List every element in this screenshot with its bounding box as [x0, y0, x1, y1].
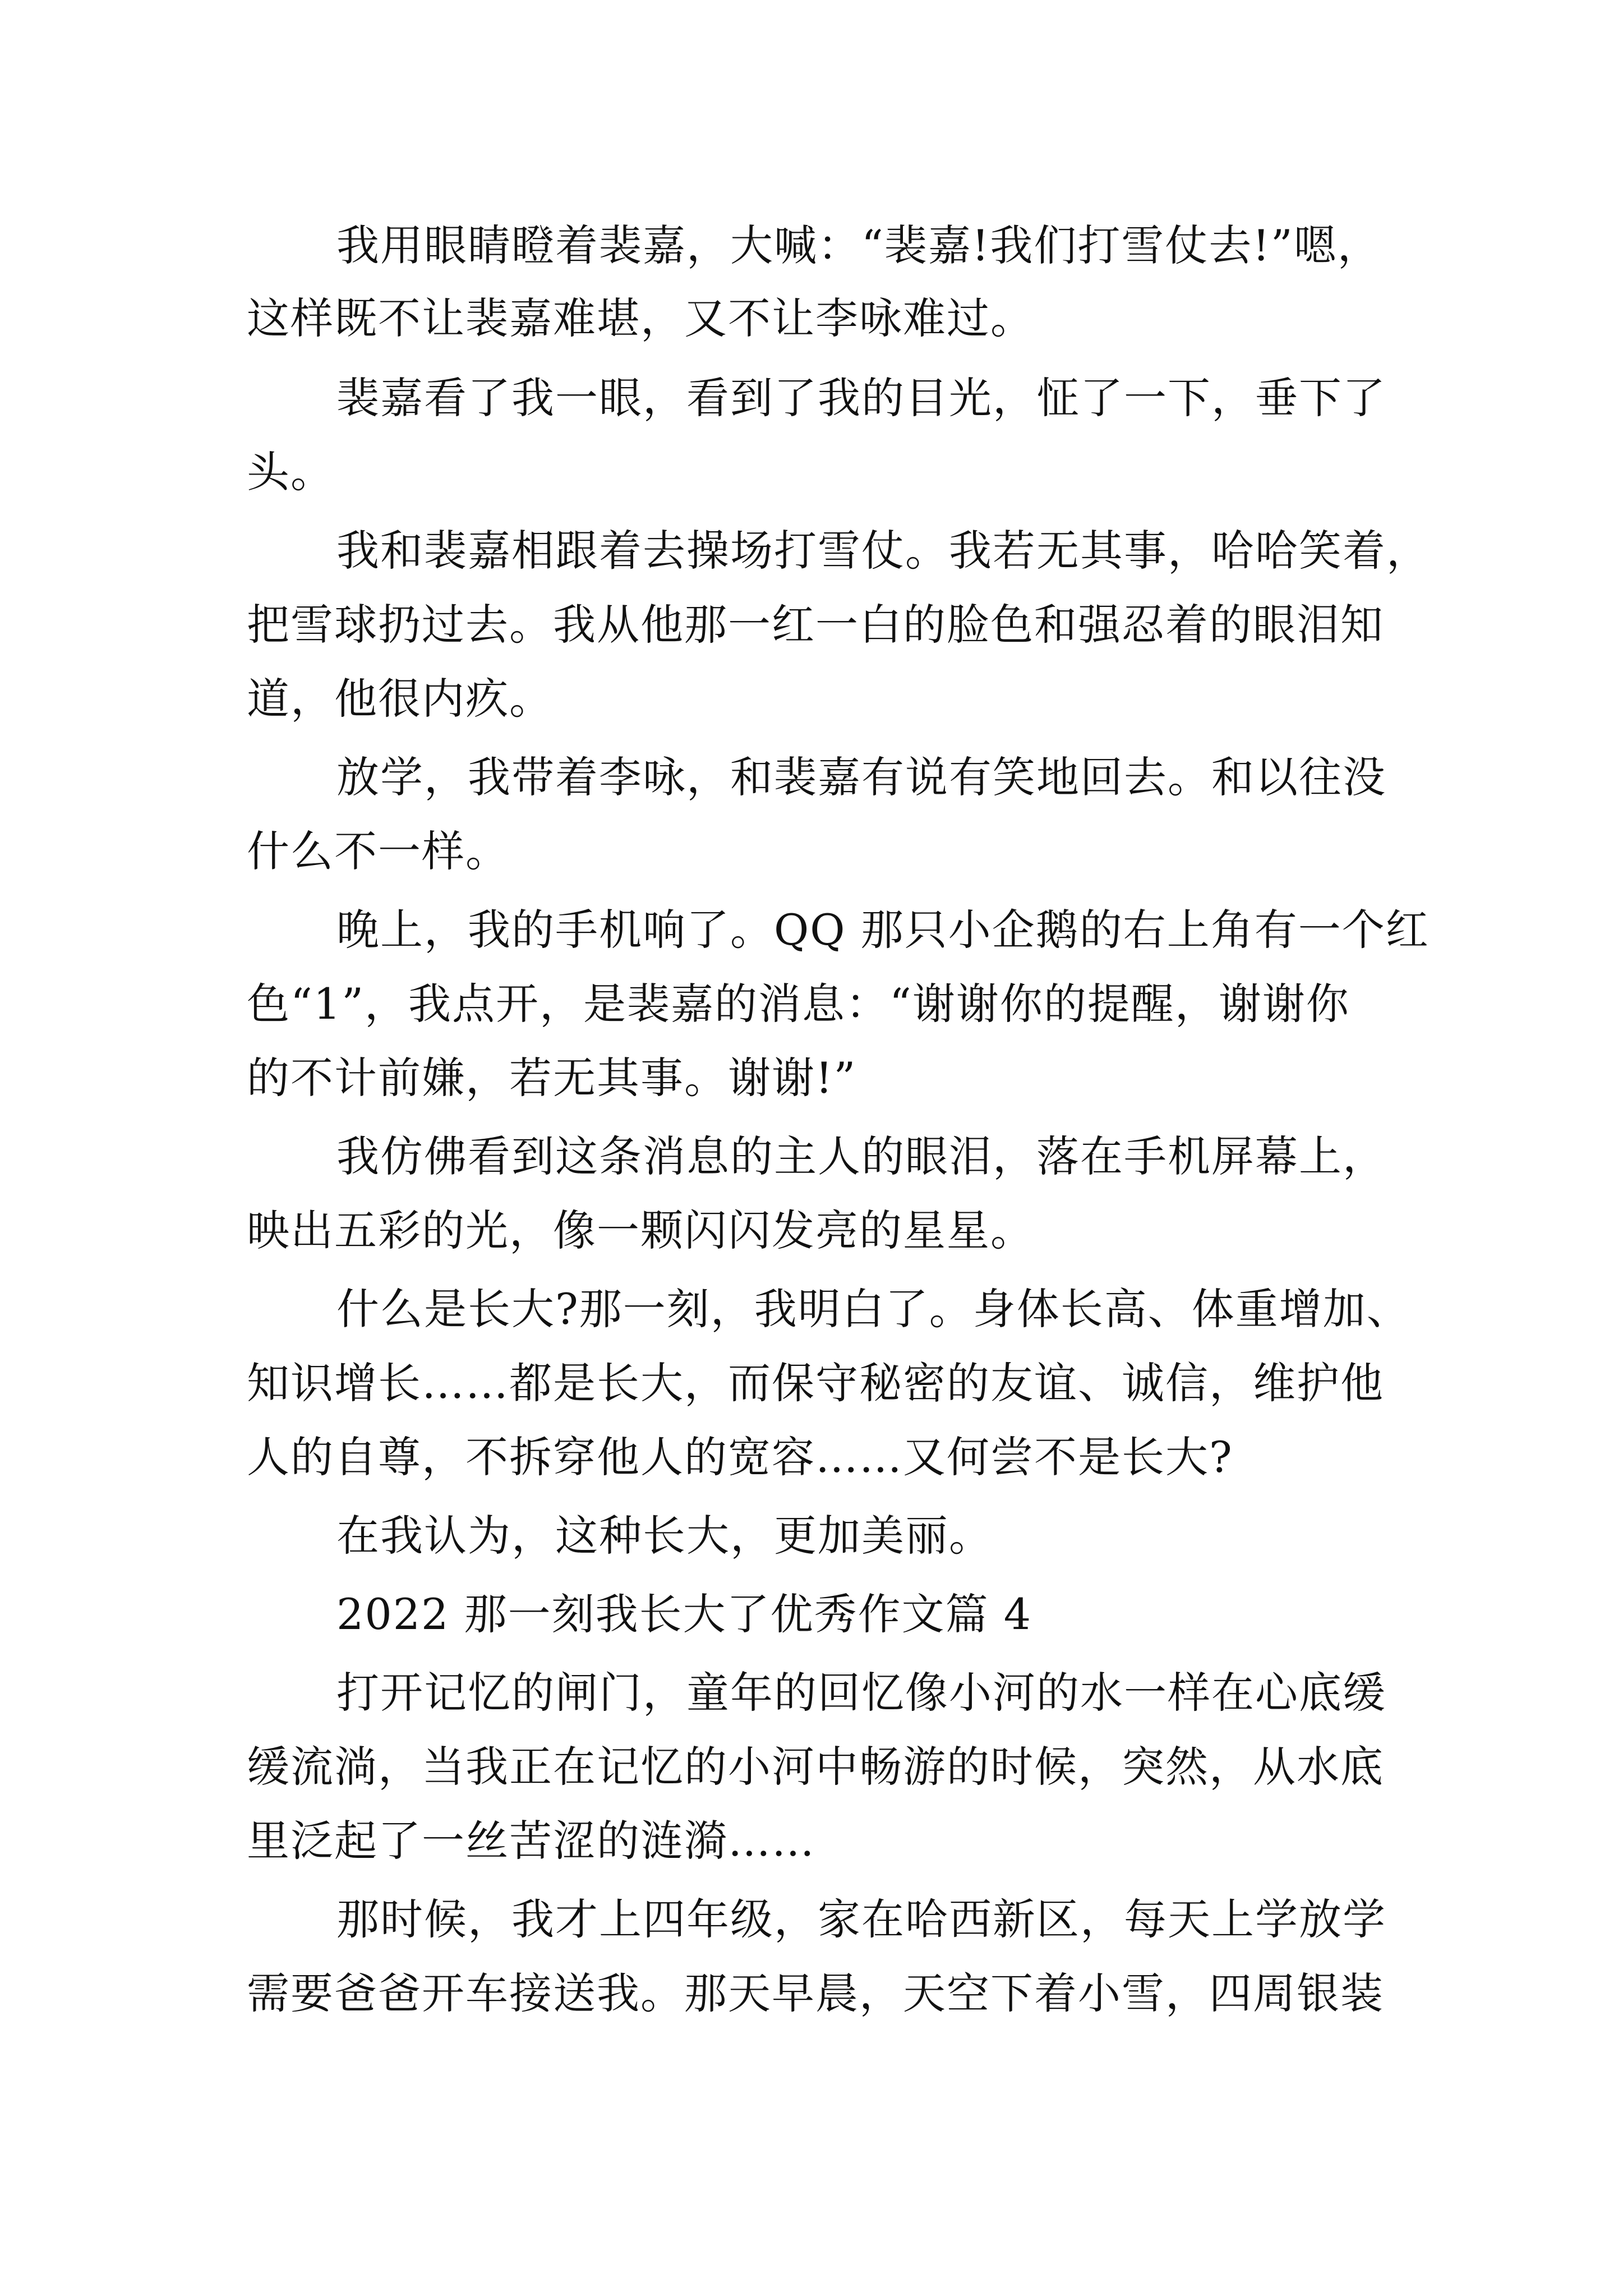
paragraph-line: 放学，我带着李咏，和裴嘉有说有笑地回去。和以往没 [336, 752, 1386, 802]
paragraph-line: 道，他很内疚。 [247, 674, 553, 724]
paragraph-line: 人的自尊，不拆穿他人的宽容……又何尝不是长大? [247, 1432, 1233, 1482]
paragraph-line: 里泛起了一丝苦涩的涟漪…… [247, 1816, 815, 1866]
paragraph-line: 什么不一样。 [247, 826, 509, 876]
paragraph-line: 需要爸爸开车接送我。那天早晨，天空下着小雪，四周银装 [247, 1968, 1384, 2018]
paragraph-line: 色“1”，我点开，是裴嘉的消息：“谢谢你的提醒，谢谢你 [247, 979, 1350, 1029]
paragraph-line: 映出五彩的光，像一颗闪闪发亮的星星。 [247, 1205, 1034, 1255]
paragraph-line: 这样既不让裴嘉难堪，又不让李咏难过。 [247, 293, 1034, 343]
paragraph-line: 我仿佛看到这条消息的主人的眼泪，落在手机屏幕上， [336, 1131, 1386, 1181]
paragraph-line: 的不计前嫌，若无其事。谢谢!” [247, 1053, 857, 1103]
paragraph-line: 我用眼睛瞪着裴嘉，大喊：“裴嘉!我们打雪仗去!”嗯， [336, 220, 1381, 270]
paragraph-line: 在我认为，这种长大，更加美丽。 [336, 1511, 993, 1561]
paragraph-line: 打开记忆的闸门，童年的回忆像小河的水一样在心底缓 [336, 1668, 1386, 1718]
paragraph-line: 头。 [247, 447, 334, 497]
paragraph-line: 我和裴嘉相跟着去操场打雪仗。我若无其事，哈哈笑着， [336, 526, 1430, 576]
paragraph-line: 那时候，我才上四年级，家在哈西新区，每天上学放学 [336, 1894, 1386, 1944]
paragraph-line: 什么是长大?那一刻，我明白了。身体长高、体重增加、 [336, 1284, 1410, 1334]
paragraph-line: 知识增长……都是长大，而保守秘密的友谊、诚信，维护他 [247, 1358, 1384, 1408]
paragraph-line: 缓流淌，当我正在记忆的小河中畅游的时候，突然，从水底 [247, 1742, 1384, 1792]
paragraph-line: 裴嘉看了我一眼，看到了我的目光，怔了一下，垂下了 [336, 373, 1386, 423]
paragraph-line: 把雪球扔过去。我从他那一红一白的脸色和强忍着的眼泪知 [247, 600, 1384, 650]
section-heading: 2022 那一刻我长大了优秀作文篇 4 [336, 1589, 1032, 1639]
paragraph-line: 晚上，我的手机响了。QQ 那只小企鹅的右上角有一个红 [336, 905, 1430, 955]
